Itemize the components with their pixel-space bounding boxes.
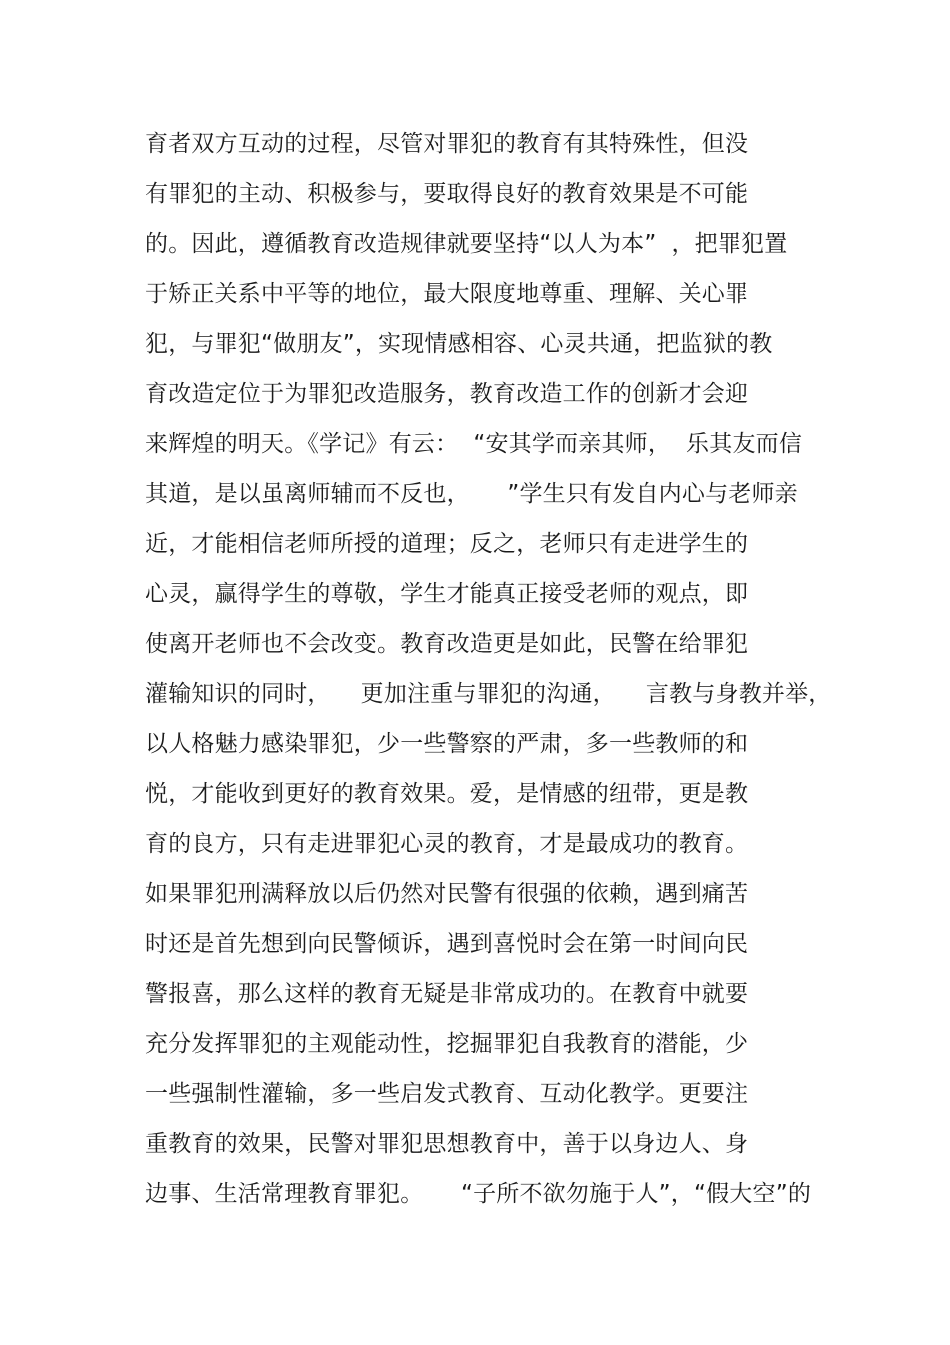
text-line: 一些强制性灌输，多一些启发式教育、互动化教学。更要注	[145, 1081, 749, 1107]
text-line: 边事、生活常理教育罪犯。 “子所不欲勿施于人”，“假大空”的	[145, 1181, 812, 1207]
text-line: 心灵，赢得学生的尊敬，学生才能真正接受老师的观点，即	[145, 581, 749, 607]
text-line: 来辉煌的明天。《学记》有云： “安其学而亲其师， 乐其友而信	[145, 431, 803, 457]
text-line: 灌输知识的同时， 更加注重与罪犯的沟通， 言教与身教并举，	[145, 681, 832, 707]
text-line: 的。因此，遵循教育改造规律就要坚持“以人为本” ，把罪犯置	[145, 231, 788, 257]
text-line: 重教育的效果，民警对罪犯思想教育中，善于以身边人、身	[145, 1131, 749, 1157]
text-line: 充分发挥罪犯的主观能动性，挖掘罪犯自我教育的潜能，少	[145, 1031, 749, 1057]
text-line: 如果罪犯刑满释放以后仍然对民警有很强的依赖，遇到痛苦	[145, 881, 749, 907]
text-line: 其道，是以虽离师辅而不反也， ”学生只有发自内心与老师亲	[145, 481, 798, 507]
text-line: 于矫正关系中平等的地位，最大限度地尊重、理解、关心罪	[145, 281, 749, 307]
text-line: 悦，才能收到更好的教育效果。爱，是情感的纽带，更是教	[145, 781, 749, 807]
text-line: 以人格魅力感染罪犯，少一些警察的严肃，多一些教师的和	[145, 731, 749, 757]
text-line: 有罪犯的主动、积极参与，要取得良好的教育效果是不可能	[145, 181, 749, 207]
body-text	[145, 126, 845, 1226]
text-line: 育者双方互动的过程，尽管对罪犯的教育有其特殊性，但没	[145, 131, 749, 157]
text-line: 犯，与罪犯“做朋友”，实现情感相容、心灵共通，把监狱的教	[145, 331, 773, 357]
text-line: 近，才能相信老师所授的道理；反之，老师只有走进学生的	[145, 531, 749, 557]
text-line: 使离开老师也不会改变。教育改造更是如此，民警在给罪犯	[145, 631, 749, 657]
text-line: 时还是首先想到向民警倾诉，遇到喜悦时会在第一时间向民	[145, 931, 749, 957]
text-line: 育的良方，只有走进罪犯心灵的教育，才是最成功的教育。	[145, 831, 749, 857]
text-line: 育改造定位于为罪犯改造服务，教育改造工作的创新才会迎	[145, 381, 749, 407]
text-line: 警报喜，那么这样的教育无疑是非常成功的。在教育中就要	[145, 981, 749, 1007]
